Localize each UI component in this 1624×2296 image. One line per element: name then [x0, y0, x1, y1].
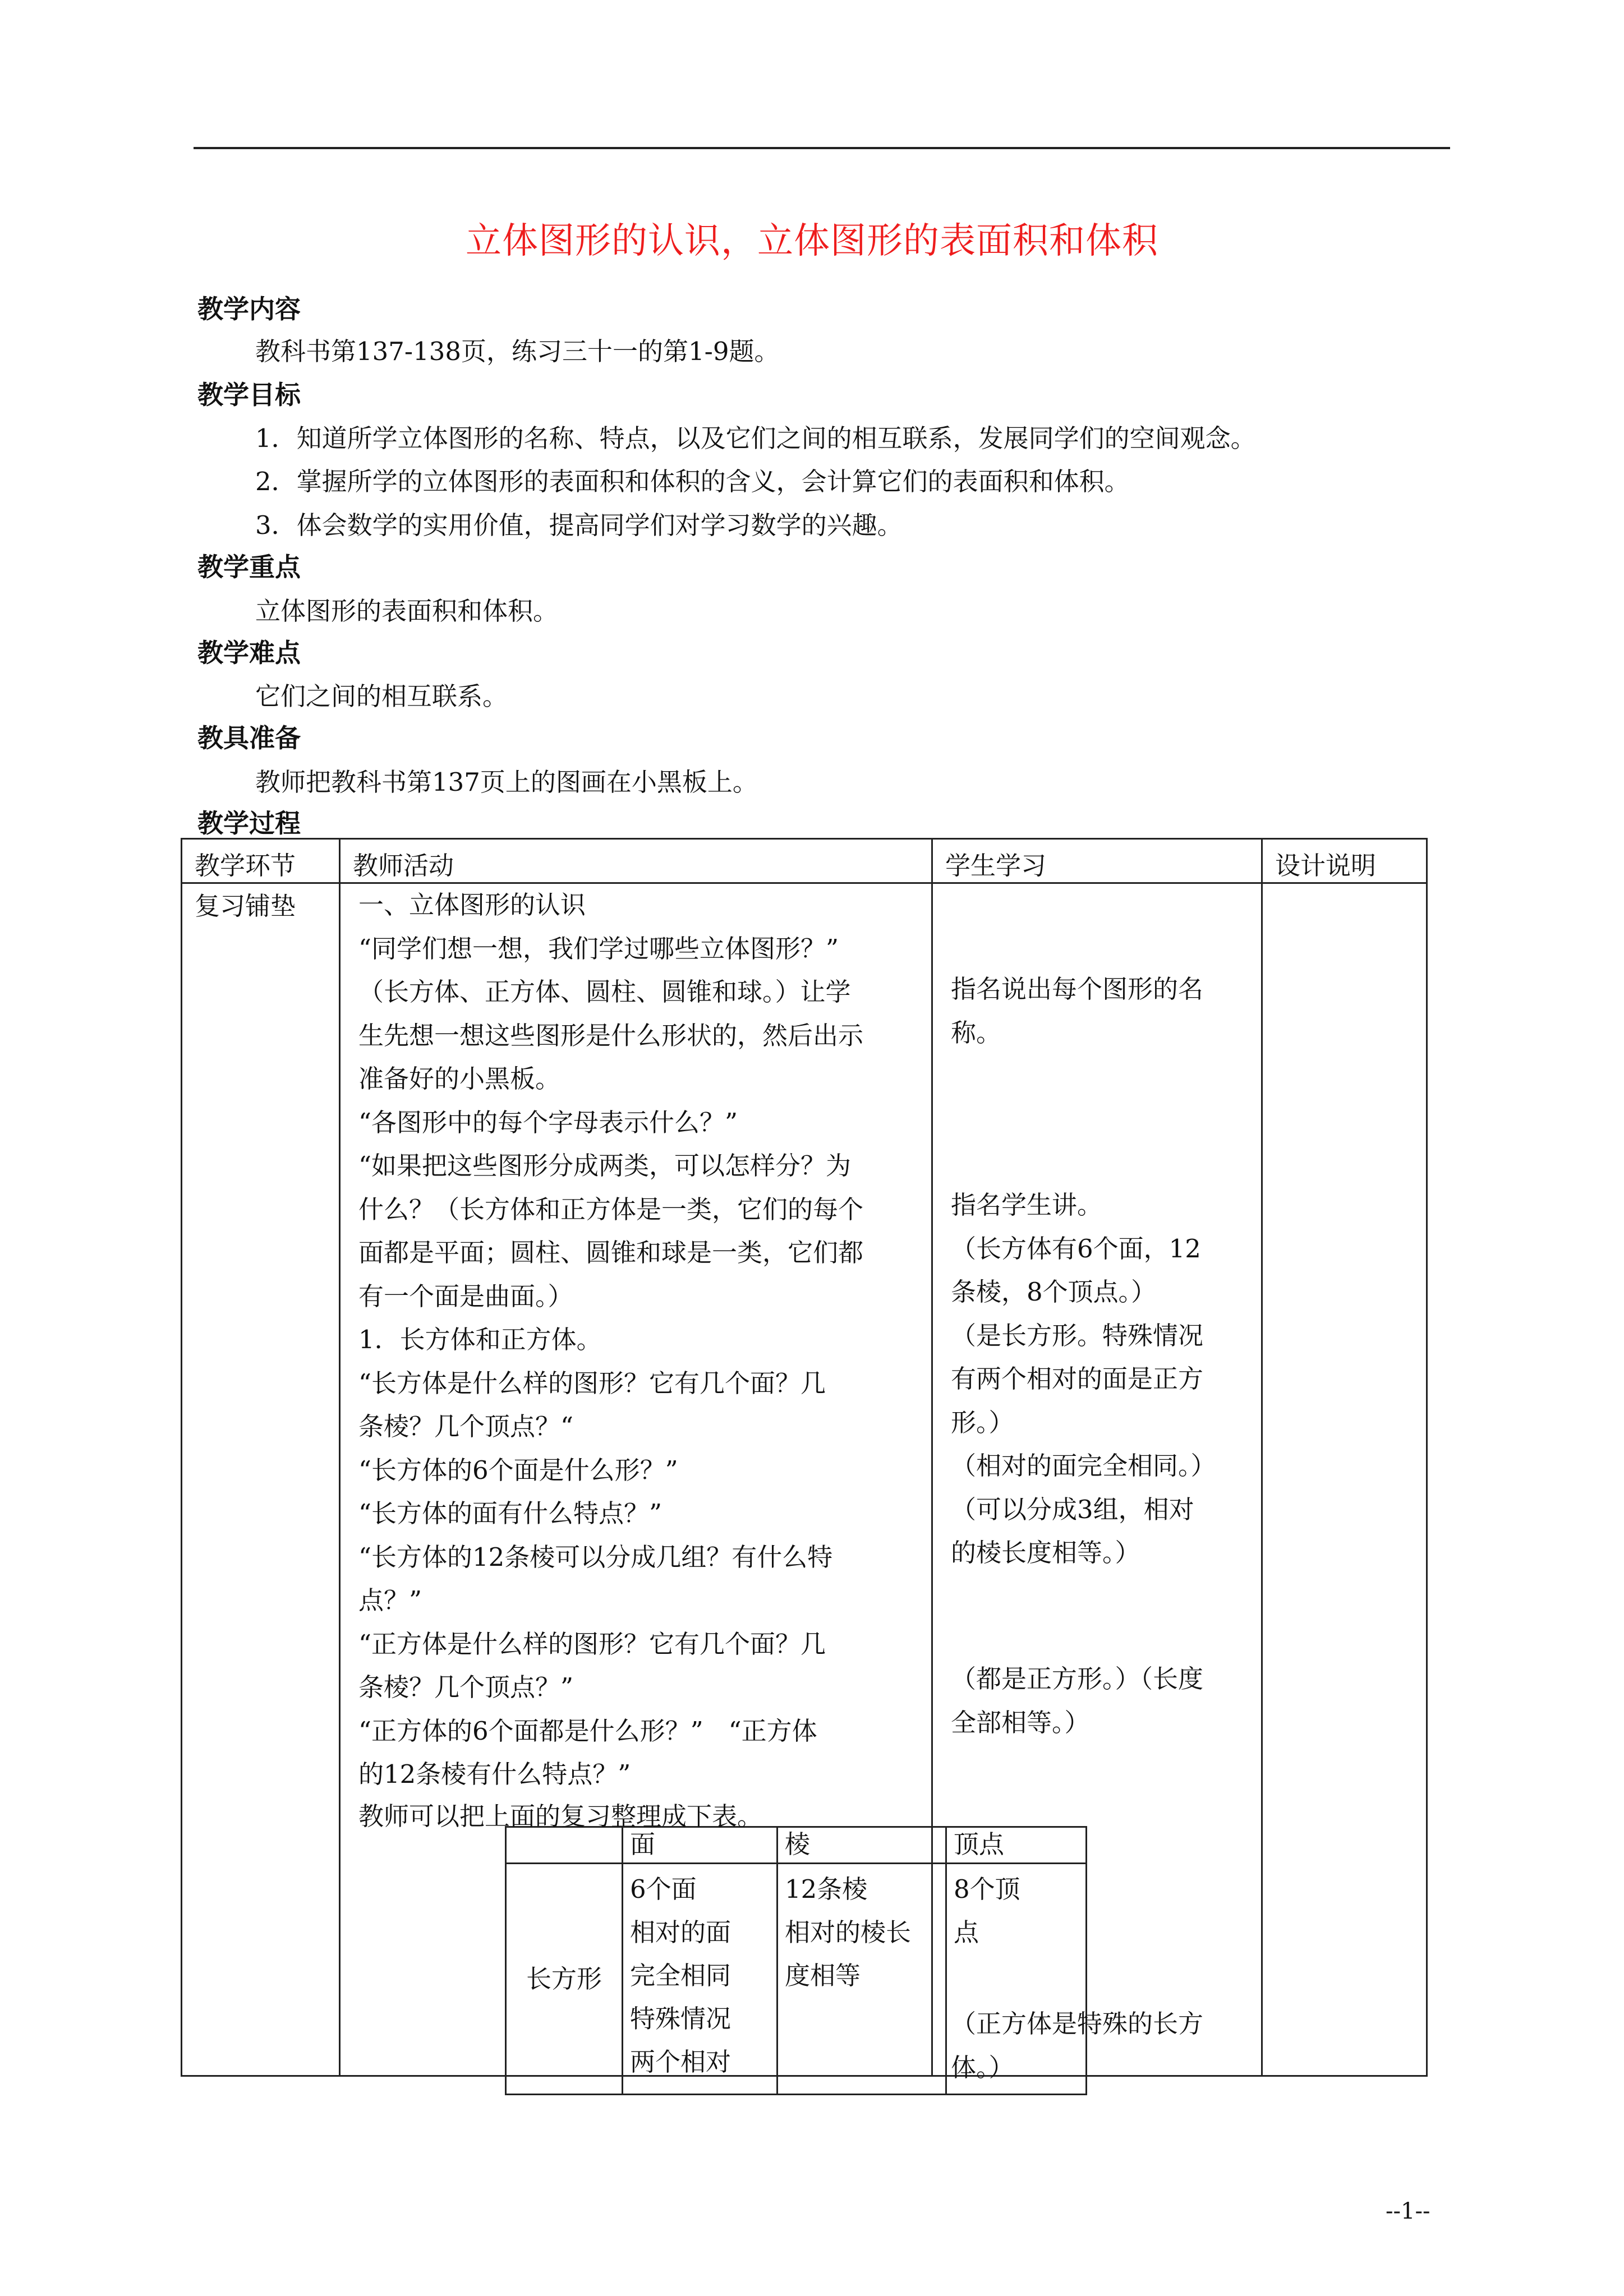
edges-line: 相对的棱长	[785, 1917, 912, 1947]
goal-item-3: 3．体会数学的实用价值，提高同学们对学习数学的兴趣。	[255, 510, 903, 540]
teacher-activity-line: 点？”	[358, 1585, 422, 1615]
teacher-activity-line: 面都是平面；圆柱、圆锥和球是一类，它们都	[358, 1238, 864, 1267]
student-learning-line: （长方体有6个面，12	[951, 1234, 1201, 1264]
student-learning-line: 条棱，8个顶点。）	[951, 1277, 1157, 1307]
student-learning-line: 指名说出每个图形的名	[951, 974, 1204, 1004]
faces-line: 6个面	[630, 1874, 697, 1904]
student-learning-line: （可以分成3组，相对	[951, 1495, 1194, 1524]
heading-materials: 教具准备	[197, 723, 301, 753]
heading-difficulties: 教学难点	[197, 638, 301, 668]
teacher-activity-line: 的12条棱有什么特点？”	[358, 1759, 631, 1789]
faces-line: 两个相对	[630, 2046, 732, 2077]
student-learning-line: （正方体是特殊的长方	[951, 2009, 1204, 2039]
teacher-activity-line: 有一个面是曲面。）	[358, 1281, 573, 1311]
teaching-content-text: 教科书第137-138页，练习三十一的第1-9题。	[255, 336, 780, 366]
difficulties-text: 它们之间的相互联系。	[255, 681, 508, 711]
heading-teaching-process: 教学过程	[197, 808, 301, 838]
faces-line: 相对的面	[630, 1917, 732, 1947]
materials-text: 教师把教科书第137页上的图画在小黑板上。	[255, 767, 758, 797]
lesson-process-table	[181, 838, 1428, 2082]
student-learning-line: 全部相等。）	[951, 1708, 1090, 1737]
teacher-activity-line: “如果把这些图形分成两类，可以怎样分？为	[358, 1151, 852, 1181]
header-cell-student: 学生学习	[932, 839, 1262, 883]
student-learning-line: （相对的面完全相同。）	[951, 1451, 1216, 1481]
heading-teaching-content: 教学内容	[197, 294, 301, 324]
header-rule	[194, 147, 1450, 149]
teacher-activity-line: “长方体的12条棱可以分成几组？有什么特	[358, 1542, 833, 1572]
teacher-activity-line: 什么？（长方体和正方体是一类，它们的每个	[358, 1195, 864, 1224]
stage-label: 复习铺垫	[195, 891, 296, 921]
teacher-activity-line: “长方体的面有什么特点？”	[358, 1499, 663, 1528]
vertices-line: 点	[954, 1917, 979, 1947]
header-cell-design: 设计说明	[1262, 839, 1427, 883]
student-learning-line: （都是正方形。）（长度	[951, 1664, 1204, 1694]
goal-item-2: 2．掌握所学的立体图形的表面积和体积的含义，会计算它们的表面积和体积。	[255, 467, 1130, 496]
teacher-activity-line: “长方体是什么样的图形？它有几个面？几	[358, 1368, 826, 1398]
student-learning-line: 的棱长度相等。）	[951, 1538, 1140, 1567]
header-cell-stage: 教学环节	[182, 839, 340, 883]
table-row	[182, 883, 1427, 2076]
heading-teaching-goals: 教学目标	[197, 380, 301, 410]
student-learning-line: 形。）	[951, 1408, 1014, 1437]
stage-cell	[182, 883, 340, 2076]
heading-key-points: 教学重点	[197, 552, 301, 582]
table-header-row	[182, 839, 1427, 883]
teacher-activity-line: 一、立体图形的认识	[358, 890, 586, 920]
teacher-activity-line: 准备好的小黑板。	[358, 1064, 561, 1094]
teacher-activity-line: （长方体、正方体、圆柱、圆锥和球。）让学	[358, 977, 851, 1007]
student-learning-line: （是长方形。特殊情况	[951, 1321, 1204, 1350]
teacher-activity-line: “正方体的6个面都是什么形？” “正方体	[358, 1716, 817, 1746]
teacher-activity-line: 教师可以把上面的复习整理成下表。	[358, 1801, 763, 1831]
goal-item-1: 1．知道所学立体图形的名称、特点，以及它们之间的相互联系，发展同学们的空间观念。	[255, 423, 1256, 453]
design-note-cell	[1262, 883, 1427, 2076]
summary-edges-cell	[778, 1863, 946, 2094]
summary-faces-cell	[623, 1863, 778, 2094]
faces-line: 完全相同	[630, 1960, 732, 1990]
summary-header-faces: 面	[623, 1827, 778, 1864]
key-points-text: 立体图形的表面积和体积。	[255, 596, 559, 626]
student-learning-line: 称。	[951, 1018, 1002, 1048]
student-learning-line: 指名学生讲。	[951, 1190, 1103, 1220]
summary-header-edges: 棱	[778, 1827, 946, 1864]
header-cell-teacher: 教师活动	[340, 839, 932, 883]
student-learning-cell	[932, 883, 1262, 2082]
edges-line: 12条棱	[785, 1874, 868, 1904]
page-number: --1--	[1386, 2198, 1430, 2224]
student-learning-line: 体。）	[951, 2053, 1014, 2082]
student-learning-line: 有两个相对的面是正方	[951, 1364, 1204, 1394]
faces-line: 特殊情况	[630, 2003, 732, 2034]
edges-line: 度相等	[785, 1960, 861, 1990]
summary-row-label: 长方形	[506, 1863, 623, 2094]
teacher-activity-line: “正方体是什么样的图形？它有几个面？几	[358, 1629, 826, 1659]
teacher-activity-line: 条棱？几个顶点？”	[358, 1672, 574, 1702]
summary-header-vertices: 顶点	[946, 1827, 1087, 1864]
document-title: 立体图形的认识，立体图形的表面积和体积	[466, 220, 1158, 262]
teacher-activity-line: “长方体的6个面是什么形？”	[358, 1455, 678, 1485]
teacher-activity-line: “同学们想一想，我们学过哪些立体图形？”	[358, 934, 839, 963]
teacher-activity-line: 生先想一想这些图形是什么形状的，然后出示	[358, 1021, 864, 1050]
teacher-activity-line: 1．长方体和正方体。	[358, 1325, 602, 1354]
teacher-activity-cell	[340, 883, 1020, 2077]
teacher-activity-line: “各图形中的每个字母表示什么？”	[358, 1108, 738, 1137]
teacher-activity-line: 条棱？几个顶点？“	[358, 1412, 574, 1441]
vertices-line: 8个顶	[954, 1874, 1020, 1904]
